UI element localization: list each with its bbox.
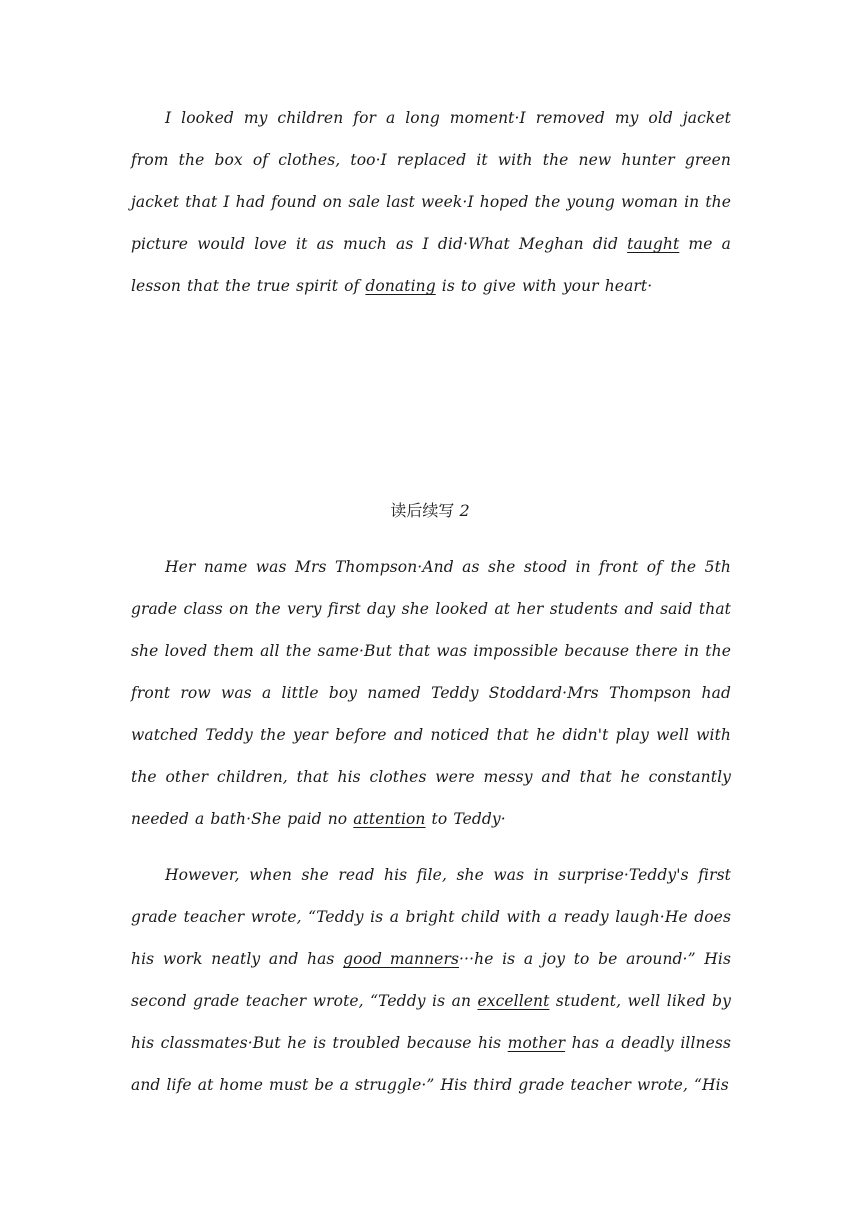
- paragraph-teddy-file: [131, 854, 731, 1106]
- underlined-word-good-manners: good_manners: [343, 950, 460, 968]
- underlined-word-mother: mother: [507, 1034, 566, 1052]
- text-segment: to Teddy·: [425, 810, 506, 828]
- paragraph-jacket-donation: [131, 97, 731, 307]
- paragraph-mrs-thompson: [131, 546, 731, 840]
- text-segment: student, well liked by his classmates·But he is troubled because his: [131, 992, 731, 1052]
- text-segment: is to give with your heart·: [435, 277, 653, 295]
- section-heading: [0, 497, 860, 525]
- heading-number: 2: [459, 501, 470, 520]
- underlined-word-donating: donating: [365, 277, 436, 295]
- text-segment: However, when she read his file, she was in surprise·Teddy's first grade teacher wrote, “Teddy is a bright child with a ready laugh·He does his work neatly and has: [131, 866, 731, 968]
- text-segment: Her name was Mrs Thompson·And as she stood in front of the 5th grade class on the very first day she looked at her students and said that she loved them all the same·But that was impossible because there in the front row was a little boy named Teddy Stoddard·Mrs Thompson had watched Teddy the year before and noticed that he didn't play well with the other children, that his clothes were messy and that he constantly needed a bath·She paid no: [131, 558, 731, 828]
- text-segment: ···he is a joy to be around·” His second grade teacher wrote, “Teddy is an: [131, 950, 731, 1010]
- text-segment: has a deadly illness and life at home must be a struggle·” His third grade teacher wrote, “His: [131, 1034, 731, 1094]
- text-segment: me a lesson that the true spirit of: [131, 235, 731, 295]
- text-segment: I looked my children for a long moment·I removed my old jacket from the box of clothes, too·I replaced it with the new hunter green jacket that I had found on sale last week·I hoped the young woman in the picture would love it as much as I did·What Meghan did: [131, 109, 731, 253]
- underlined-word-excellent: excellent: [477, 992, 550, 1010]
- underlined-word-attention: attention: [353, 810, 426, 828]
- heading-text: 读后续写: [390, 501, 455, 520]
- underlined-word-taught: taught: [627, 235, 680, 253]
